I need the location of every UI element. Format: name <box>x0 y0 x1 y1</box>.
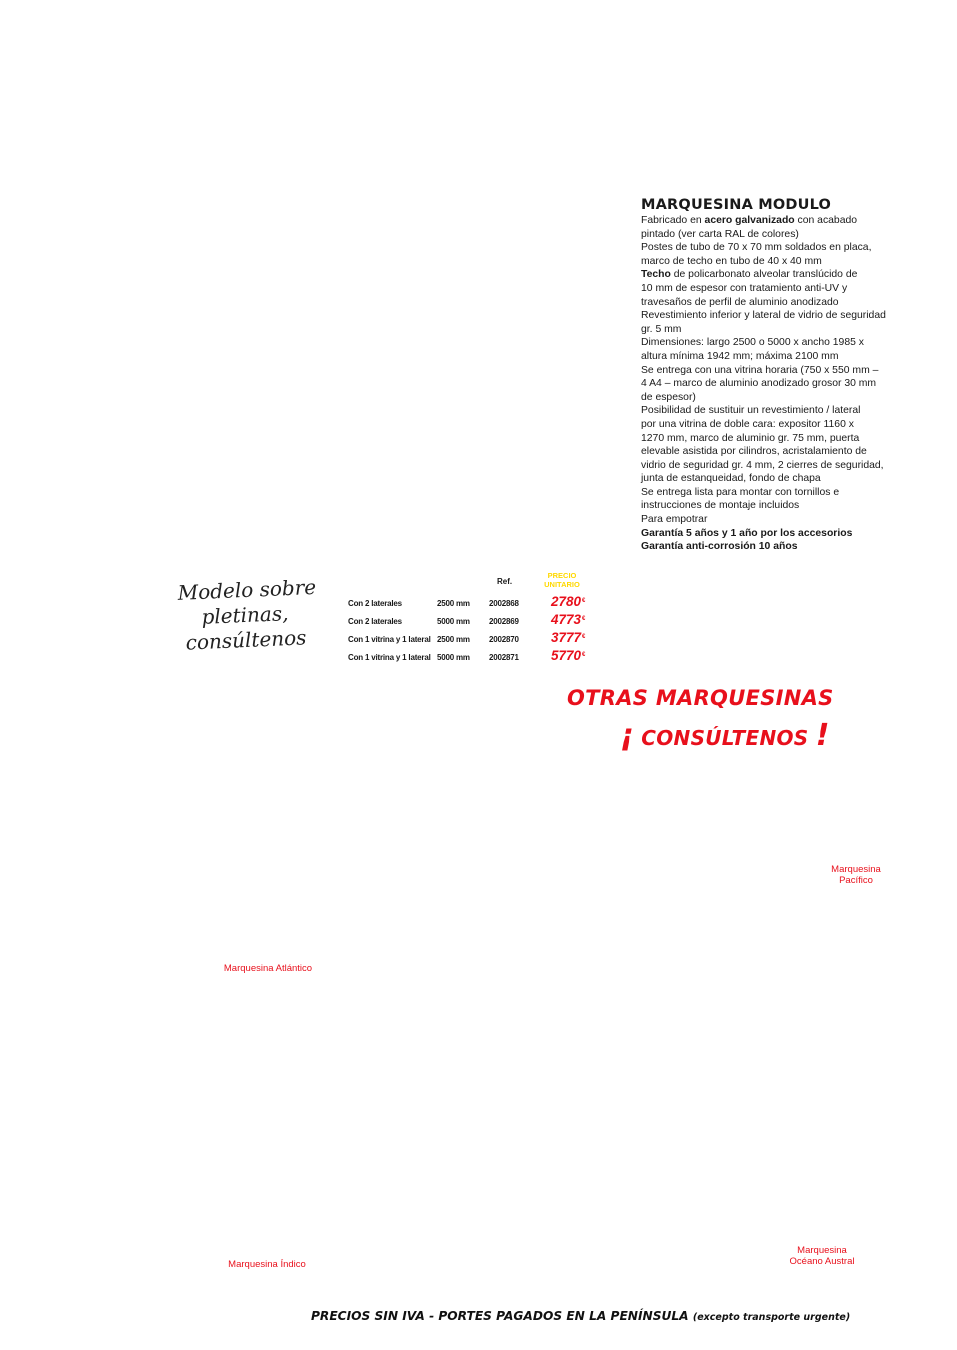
note-line: Modelo sobre <box>177 574 317 605</box>
row-description: Con 2 laterales <box>348 599 402 608</box>
row-ref: 2002868 <box>489 599 519 608</box>
handwritten-note <box>158 574 331 656</box>
row-length: 5000 mm <box>437 653 470 662</box>
desc-text: Fabricado en <box>641 215 705 226</box>
caption-line: Pacífico <box>839 875 873 886</box>
promo-close-mark: ! <box>815 718 830 753</box>
warranty-line <box>641 527 913 541</box>
row-ref: 2002871 <box>489 653 519 662</box>
desc-text: de policarbonato alveolar translúcido de <box>670 269 858 281</box>
row-length: 2500 mm <box>437 599 470 608</box>
row-length: 5000 mm <box>437 617 470 626</box>
desc-line: Posibilidad de sustituir un revestimiento / lateral <box>641 405 861 417</box>
row-currency: € <box>582 616 586 622</box>
desc-line: 4 A4 – marco de aluminio anodizado grosor 30 mm <box>641 378 877 390</box>
desc-line: Dimensiones: largo 2500 o 5000 x ancho 1985 x <box>641 337 864 349</box>
caption-indico: Marquesina Índico <box>228 1259 306 1270</box>
footer-note <box>311 1309 850 1323</box>
desc-bold: acero galvanizado <box>704 215 795 226</box>
row-price: 5770 <box>551 648 582 663</box>
warranty-line <box>641 540 913 554</box>
desc-line: Se entrega con una vitrina horaria (750 x 550 mm – <box>641 364 879 376</box>
desc-line: por una vitrina de doble cara: expositor 1160 x <box>641 418 854 430</box>
row-ref: 2002869 <box>489 617 519 626</box>
promo-heading: OTRAS MARQUESINAS <box>567 686 834 710</box>
row-description: Con 2 laterales <box>348 617 402 626</box>
table-row <box>348 630 608 648</box>
table-row <box>348 594 608 612</box>
desc-line: de espesor) <box>641 391 696 403</box>
desc-line: instrucciones de montaje incluidos <box>641 500 800 512</box>
caption-line: Océano Austral <box>789 1256 855 1267</box>
desc-line: Postes de tubo de 70 x 70 mm soldados en placa, <box>641 242 872 254</box>
table-header-ref: Ref. <box>497 577 513 586</box>
product-title: MARQUESINA MODULO <box>641 197 832 213</box>
header-price-line: UNITARIO <box>544 580 580 589</box>
table-row <box>348 612 608 630</box>
desc-line: junta de estanqueidad, fondo de chapa <box>641 473 821 485</box>
row-description: Con 1 vitrina y 1 lateral <box>348 635 431 644</box>
row-description: Con 1 vitrina y 1 lateral <box>348 653 431 662</box>
desc-line: 10 mm de espesor con tratamiento anti-UV y <box>641 282 848 294</box>
desc-line: pintado (ver carta RAL de colores) <box>641 228 799 240</box>
promo-text: CONSÚLTENOS <box>633 726 816 750</box>
row-price: 4773 <box>551 612 582 627</box>
row-currency: € <box>582 634 586 640</box>
desc-line: vidrio de seguridad gr. 4 mm, 2 cierres de seguridad, <box>641 459 884 471</box>
caption-pacifico <box>806 864 906 886</box>
desc-line: travesaños de perfil de aluminio anodizado <box>641 296 839 308</box>
desc-line: elevable asistida por cilindros, acristalamiento de <box>641 446 867 458</box>
table-header-price <box>538 571 586 589</box>
desc-line <box>641 268 913 282</box>
row-price: 3777 <box>551 630 582 645</box>
desc-line: gr. 5 mm <box>641 323 682 335</box>
row-price: 2780 <box>551 594 582 609</box>
promo-open-mark: ¡ <box>620 718 634 753</box>
footer-small: (excepto transporte urgente) <box>692 1312 851 1323</box>
row-ref: 2002870 <box>489 635 519 644</box>
warranty-text: Garantía anti-corrosión 10 años <box>641 541 798 553</box>
desc-line: Se entrega lista para montar con tornillos e <box>641 486 840 498</box>
row-currency: € <box>582 652 586 658</box>
desc-line: 1270 mm, marco de aluminio gr. 75 mm, puerta <box>641 432 860 444</box>
desc-line: altura mínima 1942 mm; máxima 2100 mm <box>641 350 839 362</box>
desc-line <box>641 214 913 228</box>
desc-line: Revestimiento inferior y lateral de vidrio de seguridad <box>641 310 886 322</box>
note-line: pletinas, consúltenos <box>185 601 307 655</box>
row-length: 2500 mm <box>437 635 470 644</box>
caption-line: Marquesina <box>831 864 881 875</box>
caption-atlantico: Marquesina Atlántico <box>223 963 313 974</box>
desc-text: con acabado <box>794 215 858 226</box>
footer-main: PRECIOS SIN IVA - PORTES PAGADOS EN LA PENÍNSULA <box>311 1309 689 1323</box>
desc-line: Para empotrar <box>641 514 708 526</box>
row-currency: € <box>582 598 586 604</box>
warranty-text: Garantía 5 años y 1 año por los accesorios <box>641 527 853 539</box>
caption-line: Marquesina <box>797 1245 847 1256</box>
header-price-line: PRECIO <box>547 571 577 580</box>
promo-subheading <box>620 718 830 753</box>
desc-line: marco de techo en tubo de 40 x 40 mm <box>641 255 822 267</box>
desc-bold: Techo <box>641 269 671 281</box>
table-row <box>348 648 608 666</box>
product-description <box>641 197 913 554</box>
caption-austral <box>772 1245 872 1267</box>
